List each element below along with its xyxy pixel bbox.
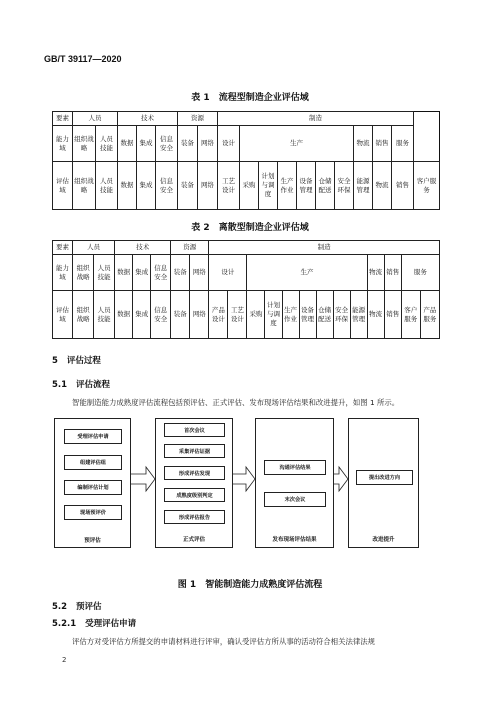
section-5-2-1-text: 评估方对受评估方所提交的申请材料进行评审，确认受评估方所从事的活动符合相关法律法规 <box>72 637 376 646</box>
t2-cell: 组织战略 <box>73 291 94 339</box>
t1-mfg-header: 制造 <box>218 112 414 126</box>
step-box: 现场预评价 <box>64 505 122 520</box>
t2-cell: 集成 <box>133 291 151 339</box>
stage-improvement <box>348 418 419 548</box>
t1-cell: 组织战略 <box>73 126 96 162</box>
t1-cell: 客户服务 <box>414 162 440 210</box>
t2-cell: 销售 <box>384 255 401 291</box>
t1-cell: 物流 <box>373 162 392 210</box>
t1-cell: 集成 <box>137 162 156 210</box>
arrow-1 <box>129 467 155 491</box>
t1-people-header: 人员 <box>73 112 118 126</box>
section-number: 5.2.1 <box>52 619 77 629</box>
t2-cell: 装备 <box>171 291 190 339</box>
section-title: 受理评估申请 <box>85 619 137 629</box>
t1-cell: 工艺设计 <box>218 162 240 210</box>
t2-cell: 设计 <box>209 255 247 291</box>
t2-cell: 物流 <box>367 255 384 291</box>
process-flow-figure <box>54 414 458 550</box>
t2-cell: 集成 <box>133 255 151 291</box>
t2-cell: 网络 <box>190 255 209 291</box>
section-5-1-text: 智能制造能力成熟度评估流程包括预评估、正式评估、发布现场评估结果和改进提升，如图 1 所示。 <box>72 398 400 407</box>
page-number: 2 <box>62 656 67 664</box>
t1-sub-label: 评估域 <box>53 162 73 210</box>
t1-cell: 计划与调度 <box>259 162 278 210</box>
t1-cell: 装备 <box>178 162 198 210</box>
t1-cell: 能源管理 <box>354 162 373 210</box>
t1-cell: 网络 <box>198 126 218 162</box>
step-box: 末次会议 <box>264 492 326 507</box>
step-box: 沟通评估结果 <box>264 460 326 475</box>
t1-cell: 采购 <box>240 162 259 210</box>
stage-label: 发布现场评估结果 <box>272 537 317 543</box>
t2-cell: 工艺设计 <box>228 291 247 339</box>
step-box: 受理评估申请 <box>64 429 122 444</box>
section-number: 5 <box>52 356 58 366</box>
t1-cell: 设备管理 <box>297 162 316 210</box>
step-box: 成熟度级别判定 <box>164 488 225 502</box>
t1-cell: 生产作业 <box>278 162 297 210</box>
t2-cell: 信息安全 <box>151 291 171 339</box>
t1-cell: 销售 <box>373 126 392 162</box>
t2-cell: 生产作业 <box>282 291 299 339</box>
section-5-2-1-heading <box>52 617 136 629</box>
t1-cell: 信息安全 <box>156 126 178 162</box>
t2-cell: 设备管理 <box>299 291 316 339</box>
t2-cell: 产品设计 <box>209 291 228 339</box>
t1-cell: 数据 <box>118 126 137 162</box>
t1-cell: 信息安全 <box>156 162 178 210</box>
t2-cell: 仓储配送 <box>316 291 333 339</box>
section-title: 评估过程 <box>66 356 101 366</box>
t1-cell: 生产 <box>240 126 354 162</box>
table2-caption: 表 2 离散型制造企业评估域 <box>191 223 309 233</box>
stage-label: 预评估 <box>84 538 101 544</box>
t2-tech-header: 技术 <box>115 241 171 255</box>
table1-caption: 表 1 流程型制造企业评估域 <box>191 93 309 103</box>
t2-cell: 数据 <box>115 291 133 339</box>
t2-res-header: 资源 <box>171 241 209 255</box>
t2-cell: 计划与调度 <box>265 291 282 339</box>
stage-formal-assessment <box>155 418 233 548</box>
t2-cell: 销售 <box>384 291 401 339</box>
section-5-2-heading <box>52 600 101 612</box>
t1-cell: 物流 <box>354 126 373 162</box>
t1-cell: 组织战略 <box>73 162 96 210</box>
t1-cell: 仓储配送 <box>316 162 335 210</box>
t2-elem-header: 要素 <box>53 241 73 255</box>
t2-cell: 安全环保 <box>333 291 350 339</box>
t1-tech-header: 技术 <box>118 112 178 126</box>
arrow-3 <box>332 467 348 491</box>
step-box: 提出改进方向 <box>356 470 413 485</box>
t2-mfg-header: 制造 <box>209 241 440 255</box>
stage-label: 改进提升 <box>372 537 395 543</box>
t2-cell: 物流 <box>367 291 384 339</box>
t2-cell: 服务 <box>401 255 439 291</box>
t2-cell: 客户服务 <box>401 291 420 339</box>
step-box: 形成评估发现 <box>164 466 225 480</box>
t1-cell: 装备 <box>178 126 198 162</box>
t2-cell: 产品服务 <box>420 291 439 339</box>
t2-domain-label: 能力域 <box>53 255 73 291</box>
step-box: 编制评估计划 <box>64 480 122 495</box>
section-title: 预评估 <box>75 602 102 612</box>
t1-domain-label: 能力域 <box>53 126 73 162</box>
step-box: 组建评估组 <box>64 455 122 470</box>
t1-res-header: 资源 <box>178 112 218 126</box>
t1-cell: 人员技能 <box>96 162 118 210</box>
section-title: 评估流程 <box>75 380 110 390</box>
stage-pre-assessment <box>54 418 131 548</box>
stage-label: 正式评估 <box>182 537 205 543</box>
section-number: 5.2 <box>52 602 68 612</box>
t2-cell: 人员技能 <box>94 255 115 291</box>
t1-cell: 设计 <box>218 126 240 162</box>
t1-cell: 数据 <box>118 162 137 210</box>
arrow-2 <box>231 467 255 491</box>
section-5-heading <box>52 354 101 366</box>
section-5-1-heading <box>52 378 110 390</box>
figure1-caption: 图 1 智能制造能力成熟度评估流程 <box>177 580 323 590</box>
t2-cell: 装备 <box>171 255 190 291</box>
t2-cell: 数据 <box>115 255 133 291</box>
step-box: 形成评估报告 <box>164 510 225 524</box>
step-box: 首次会议 <box>164 423 225 437</box>
t2-cell: 采购 <box>247 291 265 339</box>
t1-cell: 网络 <box>198 162 218 210</box>
t2-sub-label: 评估域 <box>53 291 73 339</box>
t2-cell: 网络 <box>190 291 209 339</box>
t2-cell: 人员技能 <box>94 291 115 339</box>
t2-cell: 组织战略 <box>73 255 94 291</box>
table2 <box>52 240 440 339</box>
t2-people-header: 人员 <box>73 241 115 255</box>
t2-cell: 生产 <box>247 255 367 291</box>
stage-publish-results <box>255 418 334 548</box>
t1-cell: 集成 <box>137 126 156 162</box>
t1-cell: 销售 <box>392 162 414 210</box>
t1-cell: 服务 <box>392 126 414 162</box>
t1-cell: 人员技能 <box>96 126 118 162</box>
t1-cell: 安全环保 <box>335 162 354 210</box>
table1 <box>52 111 440 210</box>
t2-cell: 能源管理 <box>350 291 367 339</box>
step-box: 采集评估证据 <box>164 444 225 458</box>
section-number: 5.1 <box>52 380 68 390</box>
t1-elem-header: 要素 <box>53 112 73 126</box>
t2-cell: 信息安全 <box>151 255 171 291</box>
standard-number: GB/T 39117—2020 <box>44 54 122 64</box>
